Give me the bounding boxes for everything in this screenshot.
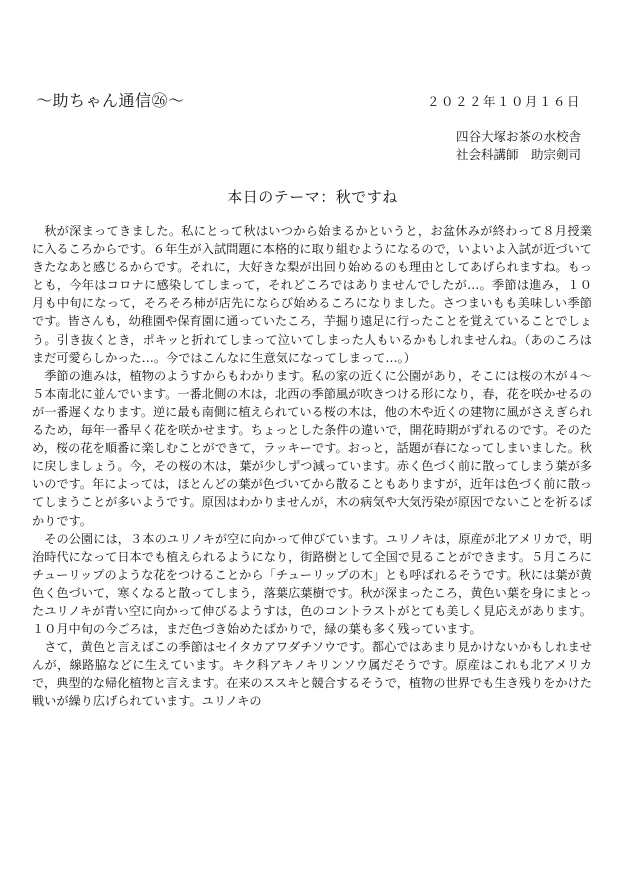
theme-heading: 本日のテーマ：秋ですね [227,188,398,206]
newsletter-title: 〜助ちゃん通信㉖〜 [36,91,185,110]
school-name: 四谷大塚お茶の水校舎 [455,129,581,144]
paragraph-autumn-intro: 秋が深まってきました。私にとって秋はいつから始まるかというと，お盆休みが終わって８月授業に入るころからです。６年生が入試問題に本格的に取り組むようになるので，いよいよ入試が近づいてきたなあと感じるからです。それに，大好きな梨が出回り始めるのも理由としてあげられますね。もっとも，今年はコロナに感染してしまって，それどころではありませんでしたが…。季節は進み，１０月も中旬になって，そろそろ柿が店先にならび始めるころになりました。さつまいもも美味しい季節です。皆さんも，幼稚園や保育園に通っていたころ，芋掘り遠足に行ったことを覚えていることでしょう。引き抜くとき，ポキッと折れてしまって泣いてしまった人もいるかもしれませんね。（あのころはまだ可愛らしかった…。今ではこんなに生意気になってしまって…。） [32,224,592,365]
teacher-name: 社会科講師 助宗剣司 [455,147,581,162]
paragraph-goldenrod: さて，黄色と言えばこの季節はセイタカアワダチソウです。都心ではあまり見かけないかもしれませんが，線路脇などに生えています。キク科アキノキリンソウ属だそうです。原産はこれも北アメリカで，典型的な帰化植物と言えます。在来のススキと競合するそうで，植物の世界でも生き残りをかけた戦いが繰り広げられています。ユリノキの [32,640,592,709]
paragraph-cherry-trees: 季節の進みは，植物のようすからもわかります。私の家の近くに公園があり，そこには桜の木が４～５本南北に並んでいます。一番北側の木は，北西の季節風が吹きつける形になり，春，花を咲かせるのが一番遅くなります。逆に最も南側に植えられている桜の木は，他の木や近くの建物に風がさえぎられるため，毎年一番早く花を咲かせます。ちょっとした条件の違いで，開花時期がずれるのです。そのため，桜の花を順番に楽しむことができて，ラッキーです。おっと，話題が春になってしまいました。秋に戻しましょう。今，その桜の木は，葉が少しずつ減っています。赤く色づく前に散ってしまう葉が多いのです。年によっては，ほとんどの葉が色づいてから散ることもありますが，近年は色づく前に散ってしまうことが多いようです。原因はわかりませんが，木の病気や大気汚染が原因でないことを祈るばかりです。 [32,368,592,528]
paragraph-tulip-tree: その公園には，３本のユリノキが空に向かって伸びています。ユリノキは，原産が北アメリカで，明治時代になって日本でも植えられるようになり，街路樹として全国で見ることができます。５月ころにチューリップのような花をつけることから「チューリップの木」とも呼ばれるそうです。秋には葉が黄色く色づいて，寒くなると散ってしまう，落葉広葉樹です。秋が深まったころ，黄色い葉を身にまとったユリノキが青い空に向かって伸びるようすは，色のコントラストがとても美しく見応えがあります。１０月中旬の今ごろは，まだ色づき始めたばかりで，緑の葉も多く残っています。 [32,531,592,637]
body-text [32,222,592,711]
issue-date: ２０２２年１０月１６日 [426,94,581,109]
author-block [456,128,581,164]
